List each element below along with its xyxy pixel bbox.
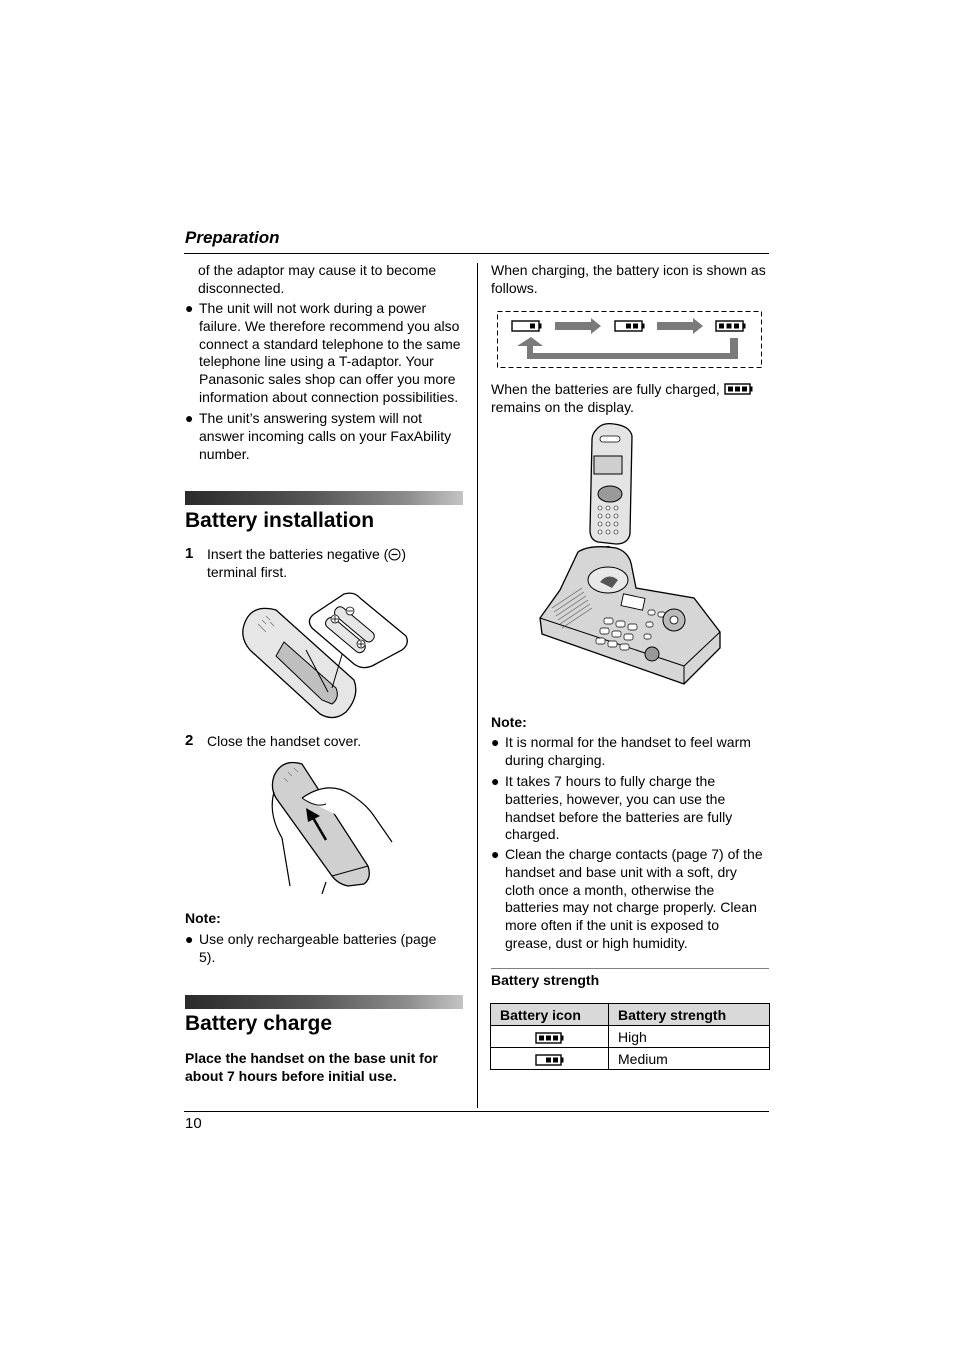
bullet-icon: ● <box>185 931 194 947</box>
fully-charged-text <box>491 381 769 417</box>
table-row <box>491 1026 770 1048</box>
header-rule <box>184 253 769 254</box>
table-row <box>491 1048 770 1070</box>
list-item-text: The unit will not work during a power failure. We therefore recommend you also connect a standard telephone to the same telephone line using a T-adaptor. Your Panasonic sales shop can offer you more information about connection possibilities. <box>199 300 461 405</box>
divider <box>491 968 769 969</box>
step-number: 2 <box>185 732 194 749</box>
battery-3-bars-icon <box>724 383 754 395</box>
section-bar <box>185 995 463 1009</box>
battery-insertion-illustration <box>236 592 412 722</box>
column-header: Battery icon <box>491 1004 609 1026</box>
table-cell: High <box>609 1026 770 1048</box>
heading-battery-installation: Battery installation <box>185 509 375 532</box>
list-item <box>185 300 466 407</box>
page-number: 10 <box>185 1115 202 1132</box>
note-heading: Note: <box>491 714 527 730</box>
note-heading: Note: <box>185 910 221 926</box>
section-bar <box>185 491 463 505</box>
step2-text: Close the handset cover. <box>207 733 362 749</box>
fully-charged-text-a: When the batteries are fully charged, <box>491 381 720 397</box>
battery-strength-table <box>490 1003 770 1070</box>
table-cell <box>491 1048 609 1070</box>
charge-instruction: Place the handset on the base unit for about 7 hours before initial use. <box>185 1050 438 1084</box>
list-item <box>185 931 455 967</box>
step1-text-a: Insert the batteries negative ( <box>207 546 389 562</box>
table-cell: Medium <box>609 1048 770 1070</box>
list-item-text: It is normal for the handset to feel warm during charging. <box>505 734 751 768</box>
bullet-icon: ● <box>185 410 194 426</box>
column-header: Battery strength <box>609 1004 770 1026</box>
list-item-text: It takes 7 hours to fully charge the batteries, however, you can use the handset before the batteries are fully charged. <box>505 773 733 843</box>
list-item <box>491 773 769 844</box>
battery-3-bars-icon <box>716 321 746 331</box>
table-header-row <box>491 1004 770 1026</box>
battery-1-bar-icon <box>512 321 542 331</box>
fully-charged-text-b: remains on the display. <box>491 398 634 415</box>
battery-2-bars-icon <box>535 1054 565 1066</box>
bullet-icon: ● <box>491 773 500 789</box>
heading-battery-charge: Battery charge <box>185 1012 333 1035</box>
section-label: Preparation <box>185 228 280 247</box>
charging-intro: When charging, the battery icon is shown as follows. <box>491 262 766 296</box>
minus-circle-icon <box>388 548 401 561</box>
intro-continuation: of the adaptor may cause it to become disconnected. <box>198 262 437 296</box>
bullet-icon: ● <box>491 734 500 750</box>
column-divider <box>477 263 478 1108</box>
battery-3-bars-icon <box>535 1032 565 1044</box>
step-number: 1 <box>185 545 194 562</box>
list-item <box>185 410 466 463</box>
list-item-text: Use only rechargeable batteries (page 5). <box>199 931 437 965</box>
close-cover-illustration <box>268 758 396 894</box>
step1-text-b: ) terminal first. <box>207 546 406 580</box>
bullet-icon: ● <box>491 846 500 862</box>
list-item-text: Clean the charge contacts (page 7) of the handset and base unit with a soft, dry cloth once a month, otherwise the batteries may not charge properly. Clean more often if the unit is exposed to grease, dust or high humidity. <box>505 846 763 951</box>
list-item-text: The unit’s answering system will not answer incoming calls on your FaxAbility number. <box>199 410 452 462</box>
battery-strength-heading: Battery strength <box>491 972 600 988</box>
footer-rule <box>184 1111 769 1112</box>
step1-text <box>207 546 447 582</box>
list-item <box>491 846 769 953</box>
list-item <box>491 734 769 770</box>
battery-2-bars-icon <box>615 321 645 331</box>
bullet-icon: ● <box>185 300 194 316</box>
table-cell <box>491 1026 609 1048</box>
handset-base-illustration <box>536 422 726 686</box>
charging-sequence-diagram <box>497 311 763 369</box>
